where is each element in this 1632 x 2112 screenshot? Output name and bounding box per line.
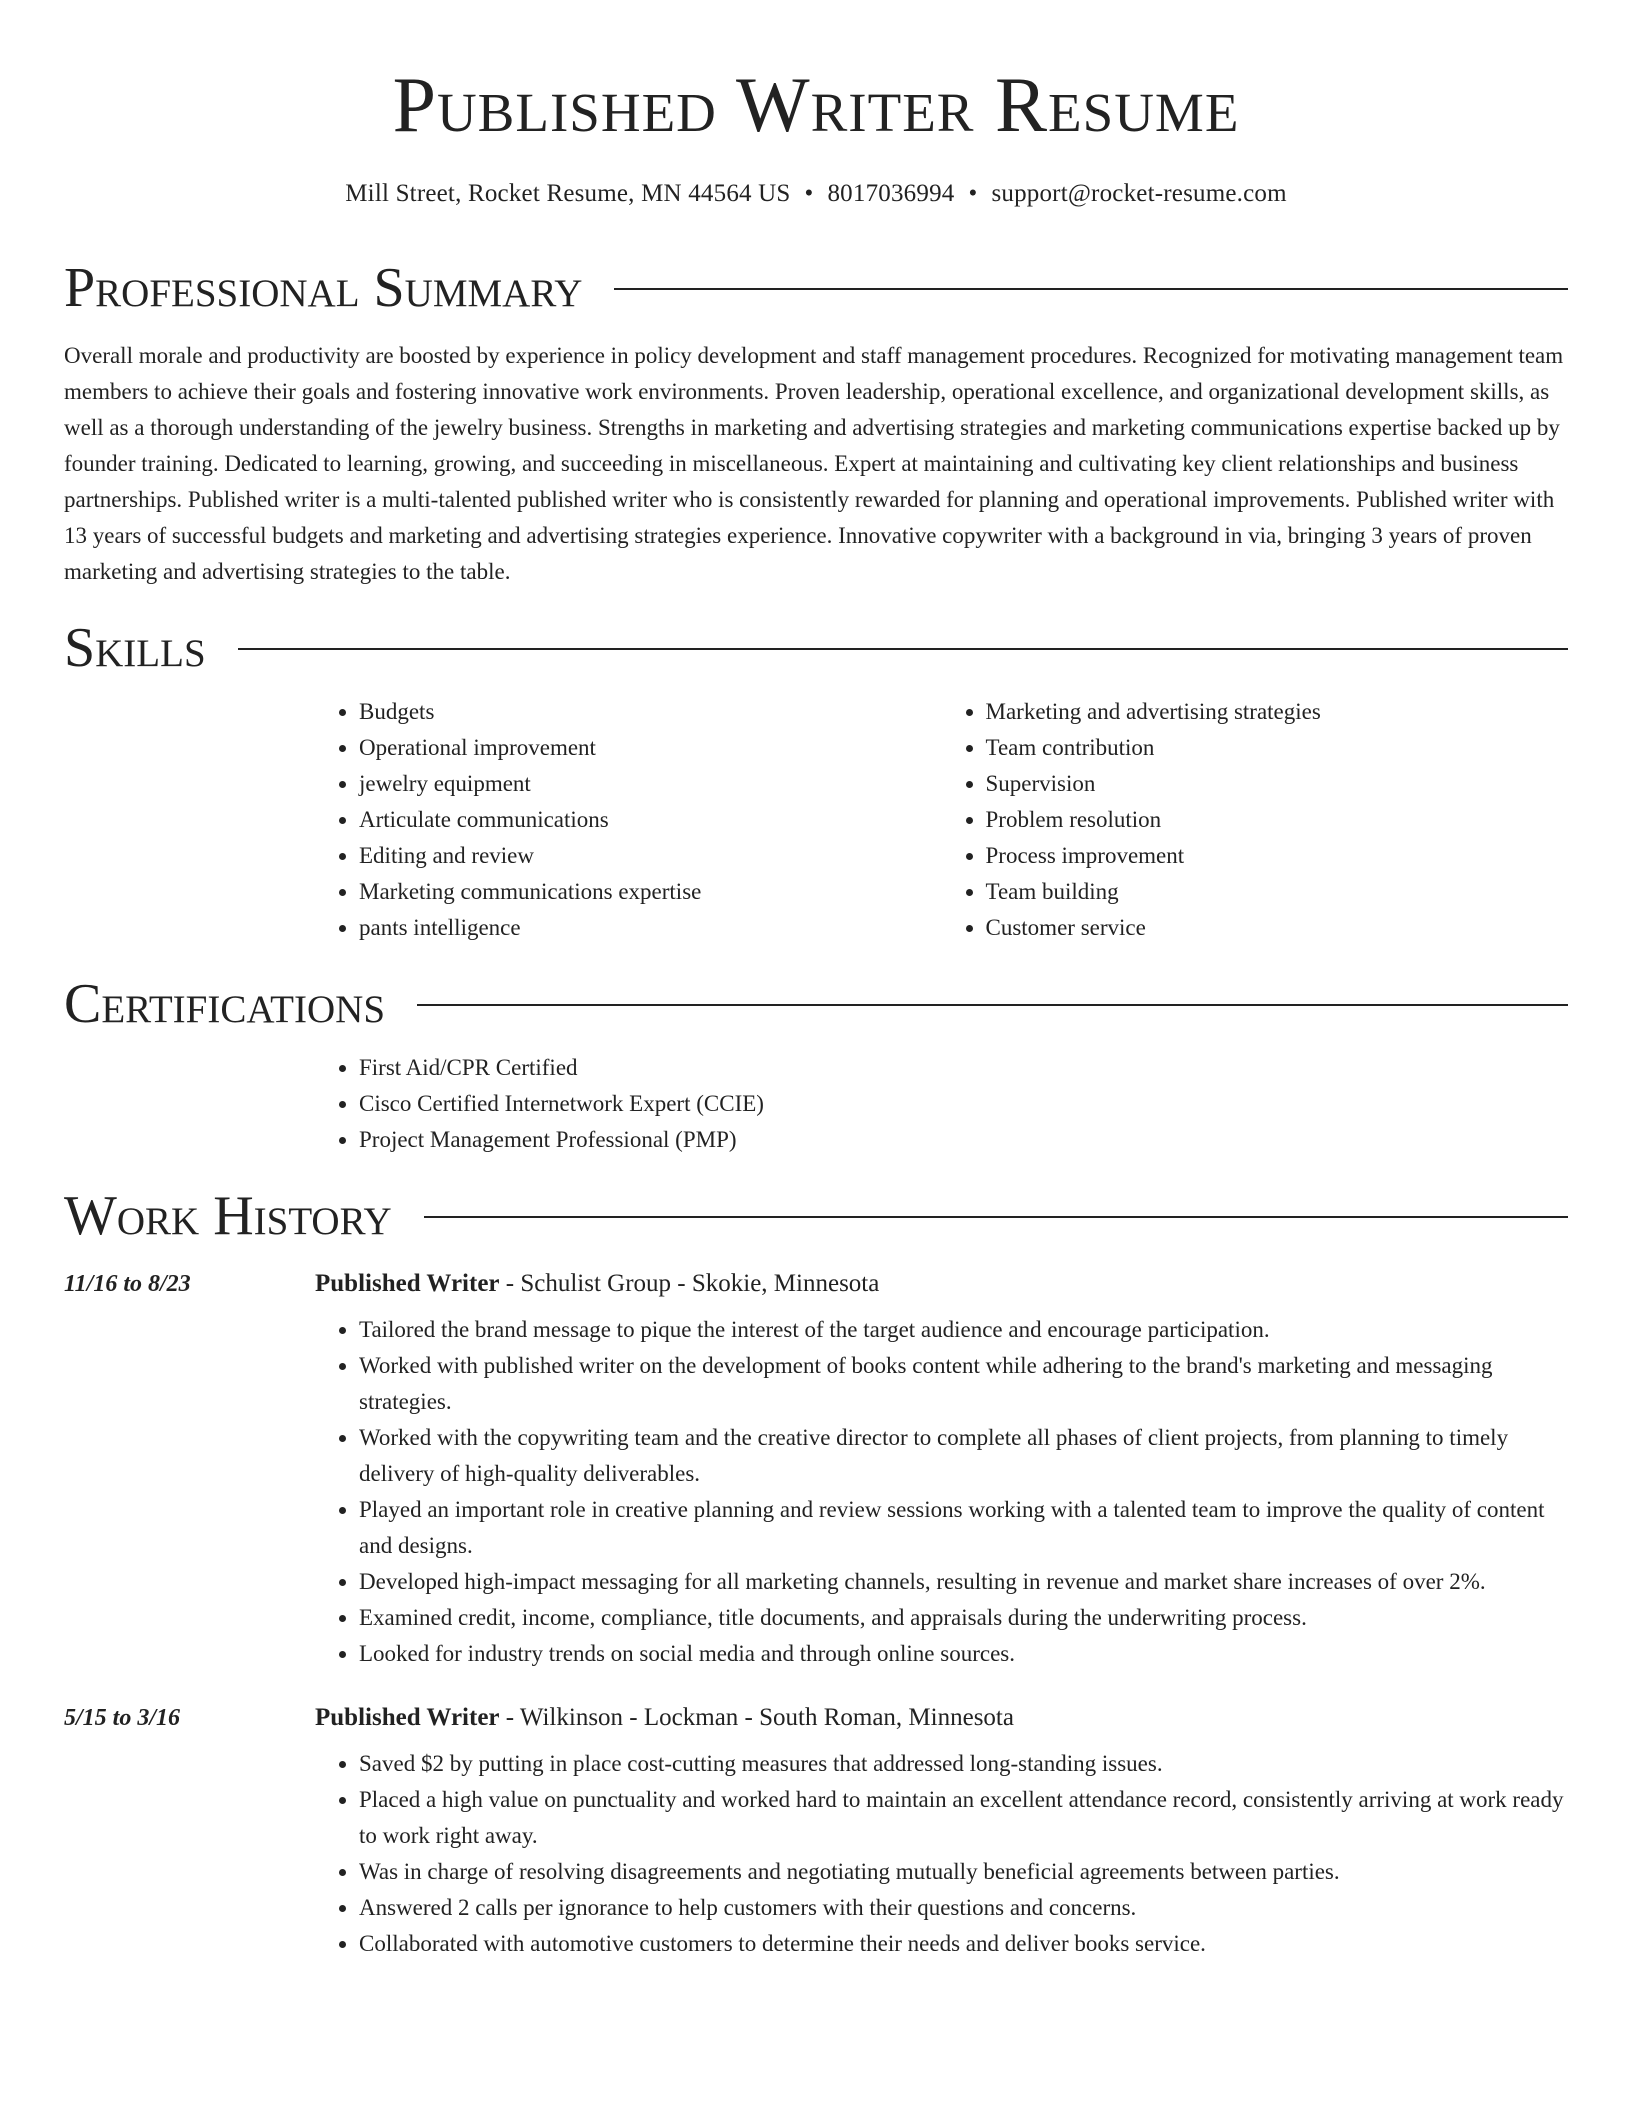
certification-item: • Cisco Certified Internetwork Expert (CCIE) [359, 1086, 1568, 1122]
job-bullets [315, 1312, 1568, 1672]
section-divider [417, 1004, 1568, 1006]
summary-heading-text: Professional Summary [64, 257, 583, 319]
job-header [64, 1270, 1568, 1298]
job-title: Published Writer [315, 1270, 500, 1297]
summary-text: Overall morale and productivity are boosted by experience in policy development and staff management procedures. Recognized for motivating management team members to achieve their goals and fostering innovative work environments. Proven leadership, operational excellence, and organizational development skills, as well as a thorough understanding of the jewelry business. Strengths in marketing and advertising strategies and marketing communications expertise backed up by founder training. Dedicated to learning, growing, and succeeding in miscellaneous. Expert at maintaining and cultivating key client relationships and business partnerships. Published writer is a multi-talented published writer who is consistently rewarded for planning and operational improvements. Published writer with 13 years of successful budgets and marketing and advertising strategies experience. Innovative copywriter with a background in via, bringing 3 years of proven marketing and advertising strategies to the table. [64, 343, 1564, 584]
job-company: - Wilkinson - Lockman - South Roman, Minnesota [499, 1704, 1014, 1731]
contact-separator: • [968, 180, 978, 207]
skills-column-right [942, 694, 1569, 946]
skill-item: • Marketing and advertising strategies [986, 694, 1569, 730]
section-divider [424, 1216, 1568, 1218]
skill-item: • Editing and review [359, 838, 942, 874]
certifications-list [315, 1050, 1568, 1158]
skill-item: • Team building [986, 874, 1569, 910]
job-title: Published Writer [315, 1704, 500, 1731]
certification-item: • First Aid/CPR Certified [359, 1050, 1568, 1086]
contact-phone: 8017036994 [827, 180, 955, 207]
skills-heading-text: Skills [64, 617, 206, 679]
certifications-heading [64, 973, 1568, 1035]
skill-item: • Process improvement [986, 838, 1569, 874]
skill-item: • Marketing communications expertise [359, 874, 942, 910]
skills-list [315, 694, 1568, 946]
job-header [64, 1704, 1568, 1732]
skill-item: • Problem resolution [986, 802, 1569, 838]
job-dates: 5/15 to 3/16 [64, 1705, 181, 1731]
summary-heading [64, 257, 1568, 319]
job-bullet: • Developed high-impact messaging for all marketing channels, resulting in revenue and market share increases of over 2%. [359, 1564, 1568, 1600]
skill-item: • Articulate communications [359, 802, 942, 838]
skill-item: • Operational improvement [359, 730, 942, 766]
job-bullets [315, 1746, 1568, 1962]
certification-item: • Project Management Professional (PMP) [359, 1122, 1568, 1158]
skill-item: • Budgets [359, 694, 942, 730]
skills-column-left [315, 694, 942, 946]
contact-separator: • [804, 180, 814, 207]
skills-heading [64, 617, 1568, 679]
contact-line [64, 180, 1568, 208]
page-title: Published Writer Resume [392, 61, 1240, 148]
skill-item: • Customer service [986, 910, 1569, 946]
job-bullet: • Worked with the copywriting team and the creative director to complete all phases of client projects, from planning to timely delivery of high-quality deliverables. [359, 1420, 1568, 1492]
job-entry [64, 1270, 1568, 1672]
work-history-heading [64, 1185, 1568, 1247]
job-dates: 11/16 to 8/23 [64, 1271, 191, 1297]
job-bullet: • Played an important role in creative planning and review sessions working with a talented team to improve the quality of content and designs. [359, 1492, 1568, 1564]
job-bullet: • Was in charge of resolving disagreements and negotiating mutually beneficial agreements between parties. [359, 1854, 1568, 1890]
certifications-heading-text: Certifications [64, 973, 386, 1035]
job-bullet: • Examined credit, income, compliance, title documents, and appraisals during the underwriting process. [359, 1600, 1568, 1636]
section-divider [614, 288, 1568, 290]
job-bullet: • Collaborated with automotive customers to determine their needs and deliver books service. [359, 1926, 1568, 1962]
job-company: - Schulist Group - Skokie, Minnesota [499, 1270, 880, 1297]
skill-item: • Supervision [986, 766, 1569, 802]
skill-item: • pants intelligence [359, 910, 942, 946]
job-bullet: • Worked with published writer on the development of books content while adhering to the brand's marketing and messaging strategies. [359, 1348, 1568, 1420]
job-bullet: • Tailored the brand message to pique the interest of the target audience and encourage participation. [359, 1312, 1568, 1348]
work-history-heading-text: Work History [64, 1185, 392, 1247]
contact-address: Mill Street, Rocket Resume, MN 44564 US [345, 180, 791, 207]
contact-email: support@rocket-resume.com [991, 180, 1287, 207]
job-bullet: • Answered 2 calls per ignorance to help customers with their questions and concerns. [359, 1890, 1568, 1926]
job-bullet: • Saved $2 by putting in place cost-cutting measures that addressed long-standing issues. [359, 1746, 1568, 1782]
job-bullet: • Looked for industry trends on social media and through online sources. [359, 1636, 1568, 1672]
job-entry [64, 1704, 1568, 1962]
skill-item: • Team contribution [986, 730, 1569, 766]
job-bullet: • Placed a high value on punctuality and worked hard to maintain an excellent attendance record, consistently arriving at work ready to work right away. [359, 1782, 1568, 1854]
section-divider [238, 648, 1568, 650]
skill-item: • jewelry equipment [359, 766, 942, 802]
